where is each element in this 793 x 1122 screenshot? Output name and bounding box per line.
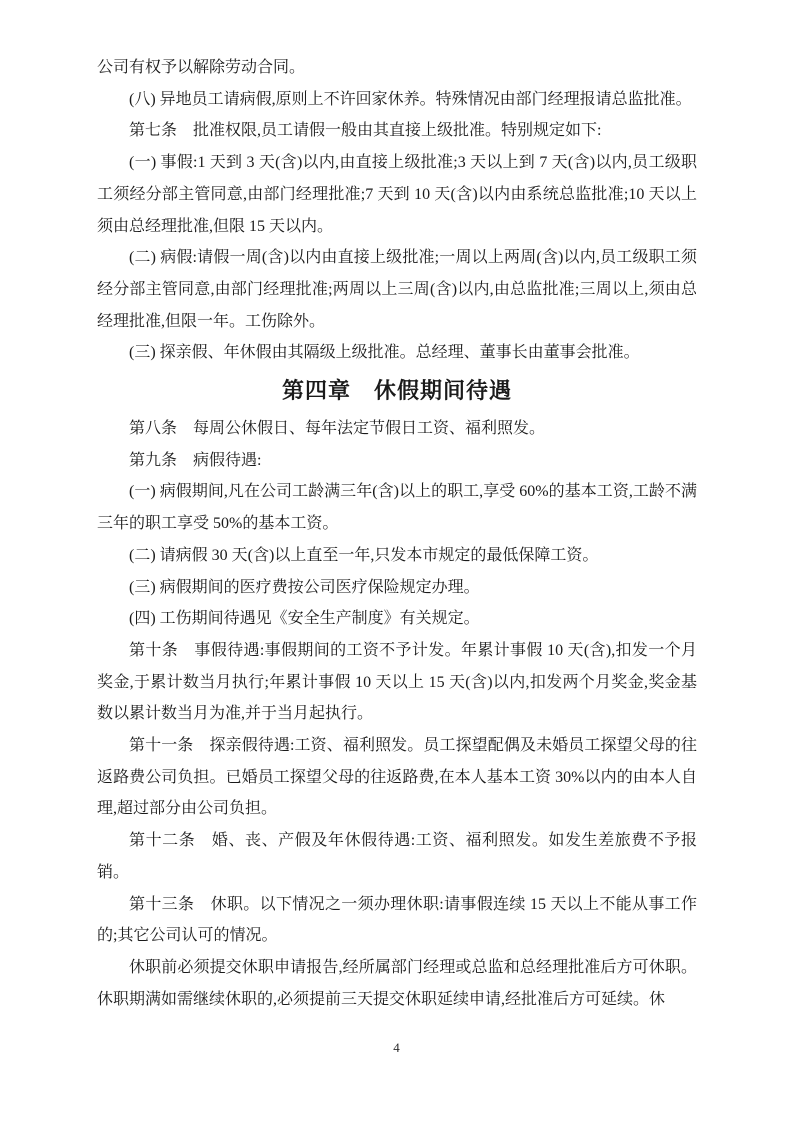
document-body [97,52,697,1015]
page-number: 4 [393,1040,400,1055]
paragraph: 第十二条 婚、丧、产假及年休假待遇:工资、福利照发。如发生差旅费不予报销。 [97,832,697,881]
paragraph: 第七条 批准权限,员工请假一般由其直接上级批准。特别规定如下: [129,122,602,140]
paragraph: 第十一条 探亲假待遇:工资、福利照发。员工探望配偶及未婚员工探望父母的往返路费公司负担。已婚员工探望父母的往返路费,在本人基本工资 30%以内的由本人自理,超过部分由公司负担。 [97,737,697,818]
paragraph: (一) 病假期间,凡在公司工龄满三年(含)以上的职工,享受 60%的基本工资,工龄不满三年的职工享受 50%的基本工资。 [97,483,697,533]
paragraph: (三) 探亲假、年休假由其隔级上级批准。总经理、董事长由董事会批准。 [129,344,640,362]
paragraph: 第十三条 休职。以下情况之一须办理休职:请事假连续 15 天以上不能从事工作的;其它公司认可的情况。 [97,895,697,945]
paragraph: 公司有权予以解除劳动合同。 [97,59,306,76]
paragraph: (二) 请病假 30 天(含)以上直至一年,只发本市规定的最低保障工资。 [129,546,599,564]
chapter-heading: 第四章 休假期间待遇 [281,378,512,404]
paragraph: (二) 病假:请假一周(含)以内由直接上级批准;一周以上两周(含)以内,员工级职工须经分部主管同意,由部门经理批准;两周以上三周(含)以内,由总监批准;三周以上,须由总经理批准,但限一年。工伤除外。 [97,249,697,330]
paragraph: (四) 工伤期间待遇见《安全生产制度》有关规定。 [129,610,480,628]
paragraph: 第十条 事假待遇:事假期间的工资不予计发。年累计事假 10 天(含),扣发一个月奖金,于累计数当月执行;年累计事假 10 天以上 15 天(含)以内,扣发两个月奖金,奖金基数以累计数当月为准,并于当月起执行。 [97,641,697,723]
paragraph: 休职前必须提交休职申请报告,经所属部门经理或总监和总经理批准后方可休职。休职期满如需继续休职的,必须提前三天提交休职延续申请,经批准后方可延续。休 [97,958,697,1008]
paragraph: (八) 异地员工请病假,原则上不许回家休养。特殊情况由部门经理报请总监批准。 [129,90,692,108]
paragraph: (三) 病假期间的医疗费按公司医疗保险规定办理。 [129,578,480,596]
paragraph: 第八条 每周公休假日、每年法定节假日工资、福利照发。 [129,420,546,438]
paragraph: (一) 事假:1 天到 3 天(含)以内,由直接上级批准;3 天以上到 7 天(含)以内,员工级职工须经分部主管同意,由部门经理批准;7 天到 10 天(含)以内由系统总监批准;10 天以上须由总经理批准,但限 15 天以内。 [97,154,697,235]
paragraph: 第九条 病假待遇: [129,451,262,469]
